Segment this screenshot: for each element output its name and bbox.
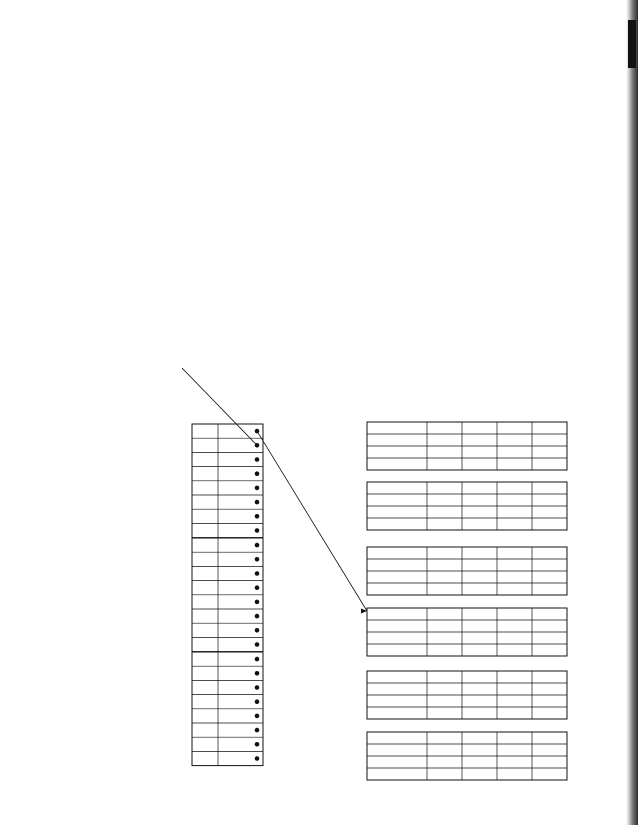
page-binding-edge bbox=[626, 0, 638, 825]
index-file-blocks bbox=[192, 424, 263, 766]
pointer-dot bbox=[255, 514, 260, 519]
pointer-dot bbox=[255, 571, 260, 576]
pointer-dot bbox=[255, 471, 260, 476]
pointer-dot bbox=[255, 457, 260, 462]
pointer-dot bbox=[255, 728, 260, 733]
pointer-dot bbox=[255, 714, 260, 719]
pointer-arrow bbox=[257, 431, 367, 611]
page-binding-mark bbox=[628, 20, 636, 68]
pointer-dot bbox=[255, 486, 260, 491]
pointer-dot bbox=[255, 429, 260, 434]
pointer-dot bbox=[255, 528, 260, 533]
pointer-dot bbox=[255, 543, 260, 548]
data-file-blocks bbox=[367, 422, 567, 780]
secondary-index-diagram bbox=[182, 368, 582, 798]
pointer-dot bbox=[255, 685, 260, 690]
pointer-dot bbox=[255, 756, 260, 761]
pointer-dot bbox=[255, 628, 260, 633]
pointer-dot bbox=[255, 500, 260, 505]
pointer-dot bbox=[255, 585, 260, 590]
pointer-arrows bbox=[182, 368, 367, 614]
pointer-dot bbox=[255, 614, 260, 619]
pointer-dot bbox=[255, 557, 260, 562]
pointer-dot bbox=[255, 657, 260, 662]
pointer-dot bbox=[255, 642, 260, 647]
pointer-dot bbox=[255, 671, 260, 676]
pointer-dot bbox=[255, 742, 260, 747]
pointer-dot bbox=[255, 600, 260, 605]
pointer-arrow bbox=[182, 368, 257, 445]
pointer-dot bbox=[255, 699, 260, 704]
